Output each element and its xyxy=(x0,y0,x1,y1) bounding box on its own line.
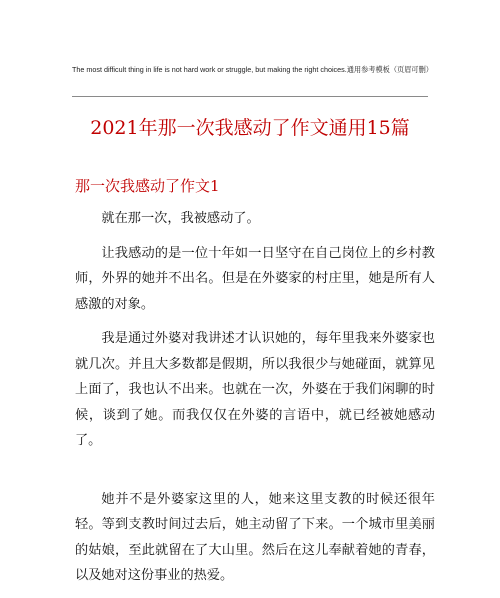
section-heading: 那一次我感动了作文1 xyxy=(75,177,220,195)
paragraph-2: 让我感动的是一位十年如一日坚守在自己岗位上的乡村教师，外界的她并不出名。但是在外婆家的村庄里，她是所有人感激的对象。 xyxy=(75,245,435,312)
header-divider xyxy=(72,96,428,97)
paragraph-1: 就在那一次，我被感动了。 xyxy=(101,211,260,226)
document-title: 2021年那一次我感动了作文通用15篇 xyxy=(90,117,410,139)
page-header-text: The most difficult thing in life is not hard work or struggle, but making the right choices.通用参考模板（页眉可删） xyxy=(72,65,433,74)
paragraph-4: 她并不是外婆家这里的人，她来这里支教的时候还很年轻。等到支教时间过去后，她主动留了下来。一个城市里美丽的姑娘，至此就留在了大山里。然后在这儿奉献着她的青春，以及她对这份事业的热爱。 xyxy=(75,491,435,583)
document-body xyxy=(75,206,435,598)
paragraph-3: 我是通过外婆对我讲述才认识她的，每年里我来外婆家也就几次。并且大多数都是假期，所以我很少与她碰面，就算见上面了，我也认不出来。也就在一次，外婆在于我们闲聊的时候，谈到了她。而我仅仅在外婆的言语中，就已经被她感动了。 xyxy=(75,331,435,448)
